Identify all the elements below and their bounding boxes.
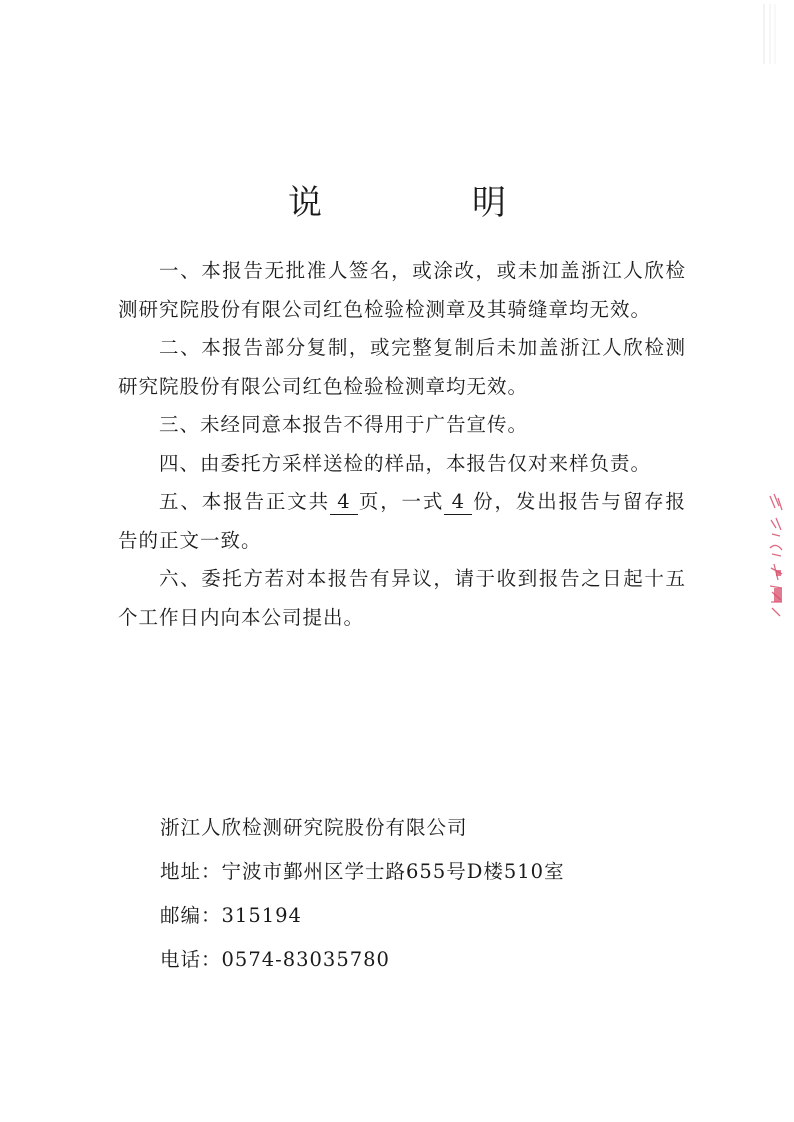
company-postcode: 邮编：315194 (160, 904, 302, 927)
clause-6: 六、委托方若对本报告有异议，请于收到报告之日起十五个工作日内向本公司提出。 (118, 567, 686, 629)
clause-5-prefix: 五、本报告正文共 (159, 490, 330, 513)
notice-clauses (118, 252, 686, 637)
scan-artifact-icon (758, 4, 780, 64)
company-contact (160, 806, 565, 982)
clause-5-mid: 页，一式 (357, 490, 445, 513)
page-title: 说 明 (288, 182, 564, 223)
clause-1: 一、本报告无批准人签名，或涂改，或未加盖浙江人欣检测研究院股份有限公司红色检验检测章及其骑缝章均无效。 (118, 259, 686, 321)
company-phone: 电话：0574-83035780 (160, 948, 390, 971)
company-address: 地址：宁波市鄞州区学士路655号D楼510室 (160, 860, 565, 883)
clause-3: 三、未经同意本报告不得用于广告宣传。 (159, 413, 529, 436)
clause-5-suffix: 份，发出报告与留存报告的正文一致。 (118, 490, 686, 552)
page-count-value: 4 (330, 490, 358, 515)
clause-5 (118, 483, 686, 560)
clause-4: 四、由委托方采样送检的样品，本报告仅对来样负责。 (159, 451, 652, 475)
copy-count-value: 4 (444, 490, 472, 515)
clause-2: 二、本报告部分复制，或完整复制后未加盖浙江人欣检测研究院股份有限公司红色检验检测章均无效。 (118, 336, 686, 398)
seam-seal-icon (766, 490, 788, 620)
company-name: 浙江人欣检测研究院股份有限公司 (160, 816, 468, 839)
